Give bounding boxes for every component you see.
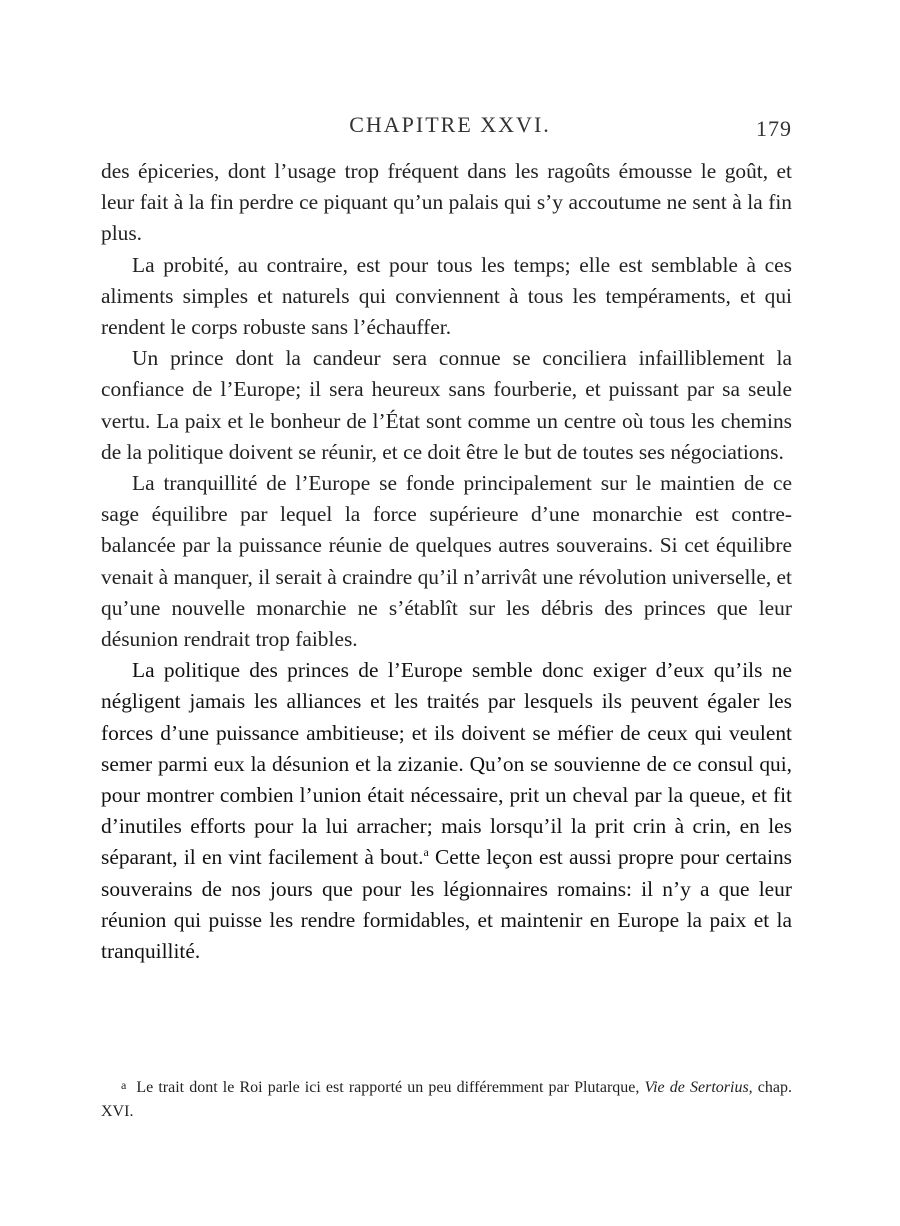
footnote (101, 1073, 792, 1124)
paragraph-probite: La probité, au contraire, est pour tous les temps; elle est semblable à ces aliments simples et naturels qui conviennent à tous les tempéraments, et qui rendent le corps robuste sans l’échauffer. (101, 252, 792, 340)
paragraph-politique-text-end: Cette leçon est aussi propre pour certains souverains de nos jours que pour les légionnaires romains: il n’y a que leur réunion qui puisse les rendre formidables, et maintenir en Europe la paix et la tranquillité. (101, 845, 792, 964)
running-head: CHAPITRE XXVI. (349, 112, 551, 137)
footnote-mark: a (121, 1078, 127, 1092)
footnote-text: Le trait dont le Roi parle ici est rapporté un peu différemment par Plutarque, (136, 1079, 640, 1096)
paragraph-politique (101, 655, 792, 967)
paragraph-prince-candeur: Un prince dont la candeur sera connue se conciliera infailliblement la confiance de l’Europe; il sera heureux sans fourberie, et puissant par sa seule vertu. La paix et le bonheur de l’État sont comme un centre où tous les chemins de la politique doivent se réunir, et ce doit être le but de toutes ses négociations. (101, 346, 792, 464)
body-text (101, 156, 792, 967)
paragraph-politique-text: La politique des princes de l’Europe semble donc exiger d’eux qu’ils ne négligent jamais les alliances et les traités par lesquels ils peuvent égaler les forces d’une puissance ambitieuse; et ils doivent se méfier de ceux qui veulent semer parmi eux la désunion et la zizanie. Qu’on se souvienne de ce consul qui, pour montrer combien l’union était nécessaire, prit un cheval par la queue, et fit d’inutiles efforts pour la lui arracher; mais lorsqu’il la prit crin à crin, en les séparant, il en vint facilement à bout. (101, 658, 792, 870)
paragraph-continued: des épiceries, dont l’usage trop fréquent dans les ragoûts émousse le goût, et leur fait à la fin perdre ce piquant qu’un palais qui s’y accoutume ne sent à la fin plus. (101, 159, 792, 246)
footnote-work-title: Vie de Sertorius, (644, 1079, 753, 1096)
paragraph-tranquillite: La tranquillité de l’Europe se fonde principalement sur le maintien de ce sage équilibre par lequel la force supérieure d’une monarchie est contre-balancée par la puissance réunie de quelques autres souverains. Si cet équilibre venait à manquer, il serait à craindre qu’il n’arrivât une révolution universelle, et qu’une nouvelle monarchie ne s’établît sur les débris des princes que leur désunion rendrait trop faibles. (101, 471, 792, 652)
page-number: 179 (756, 116, 792, 141)
footnote-reference[interactable]: a (423, 845, 429, 860)
footnote-tail: chap. XVI. (101, 1079, 792, 1120)
